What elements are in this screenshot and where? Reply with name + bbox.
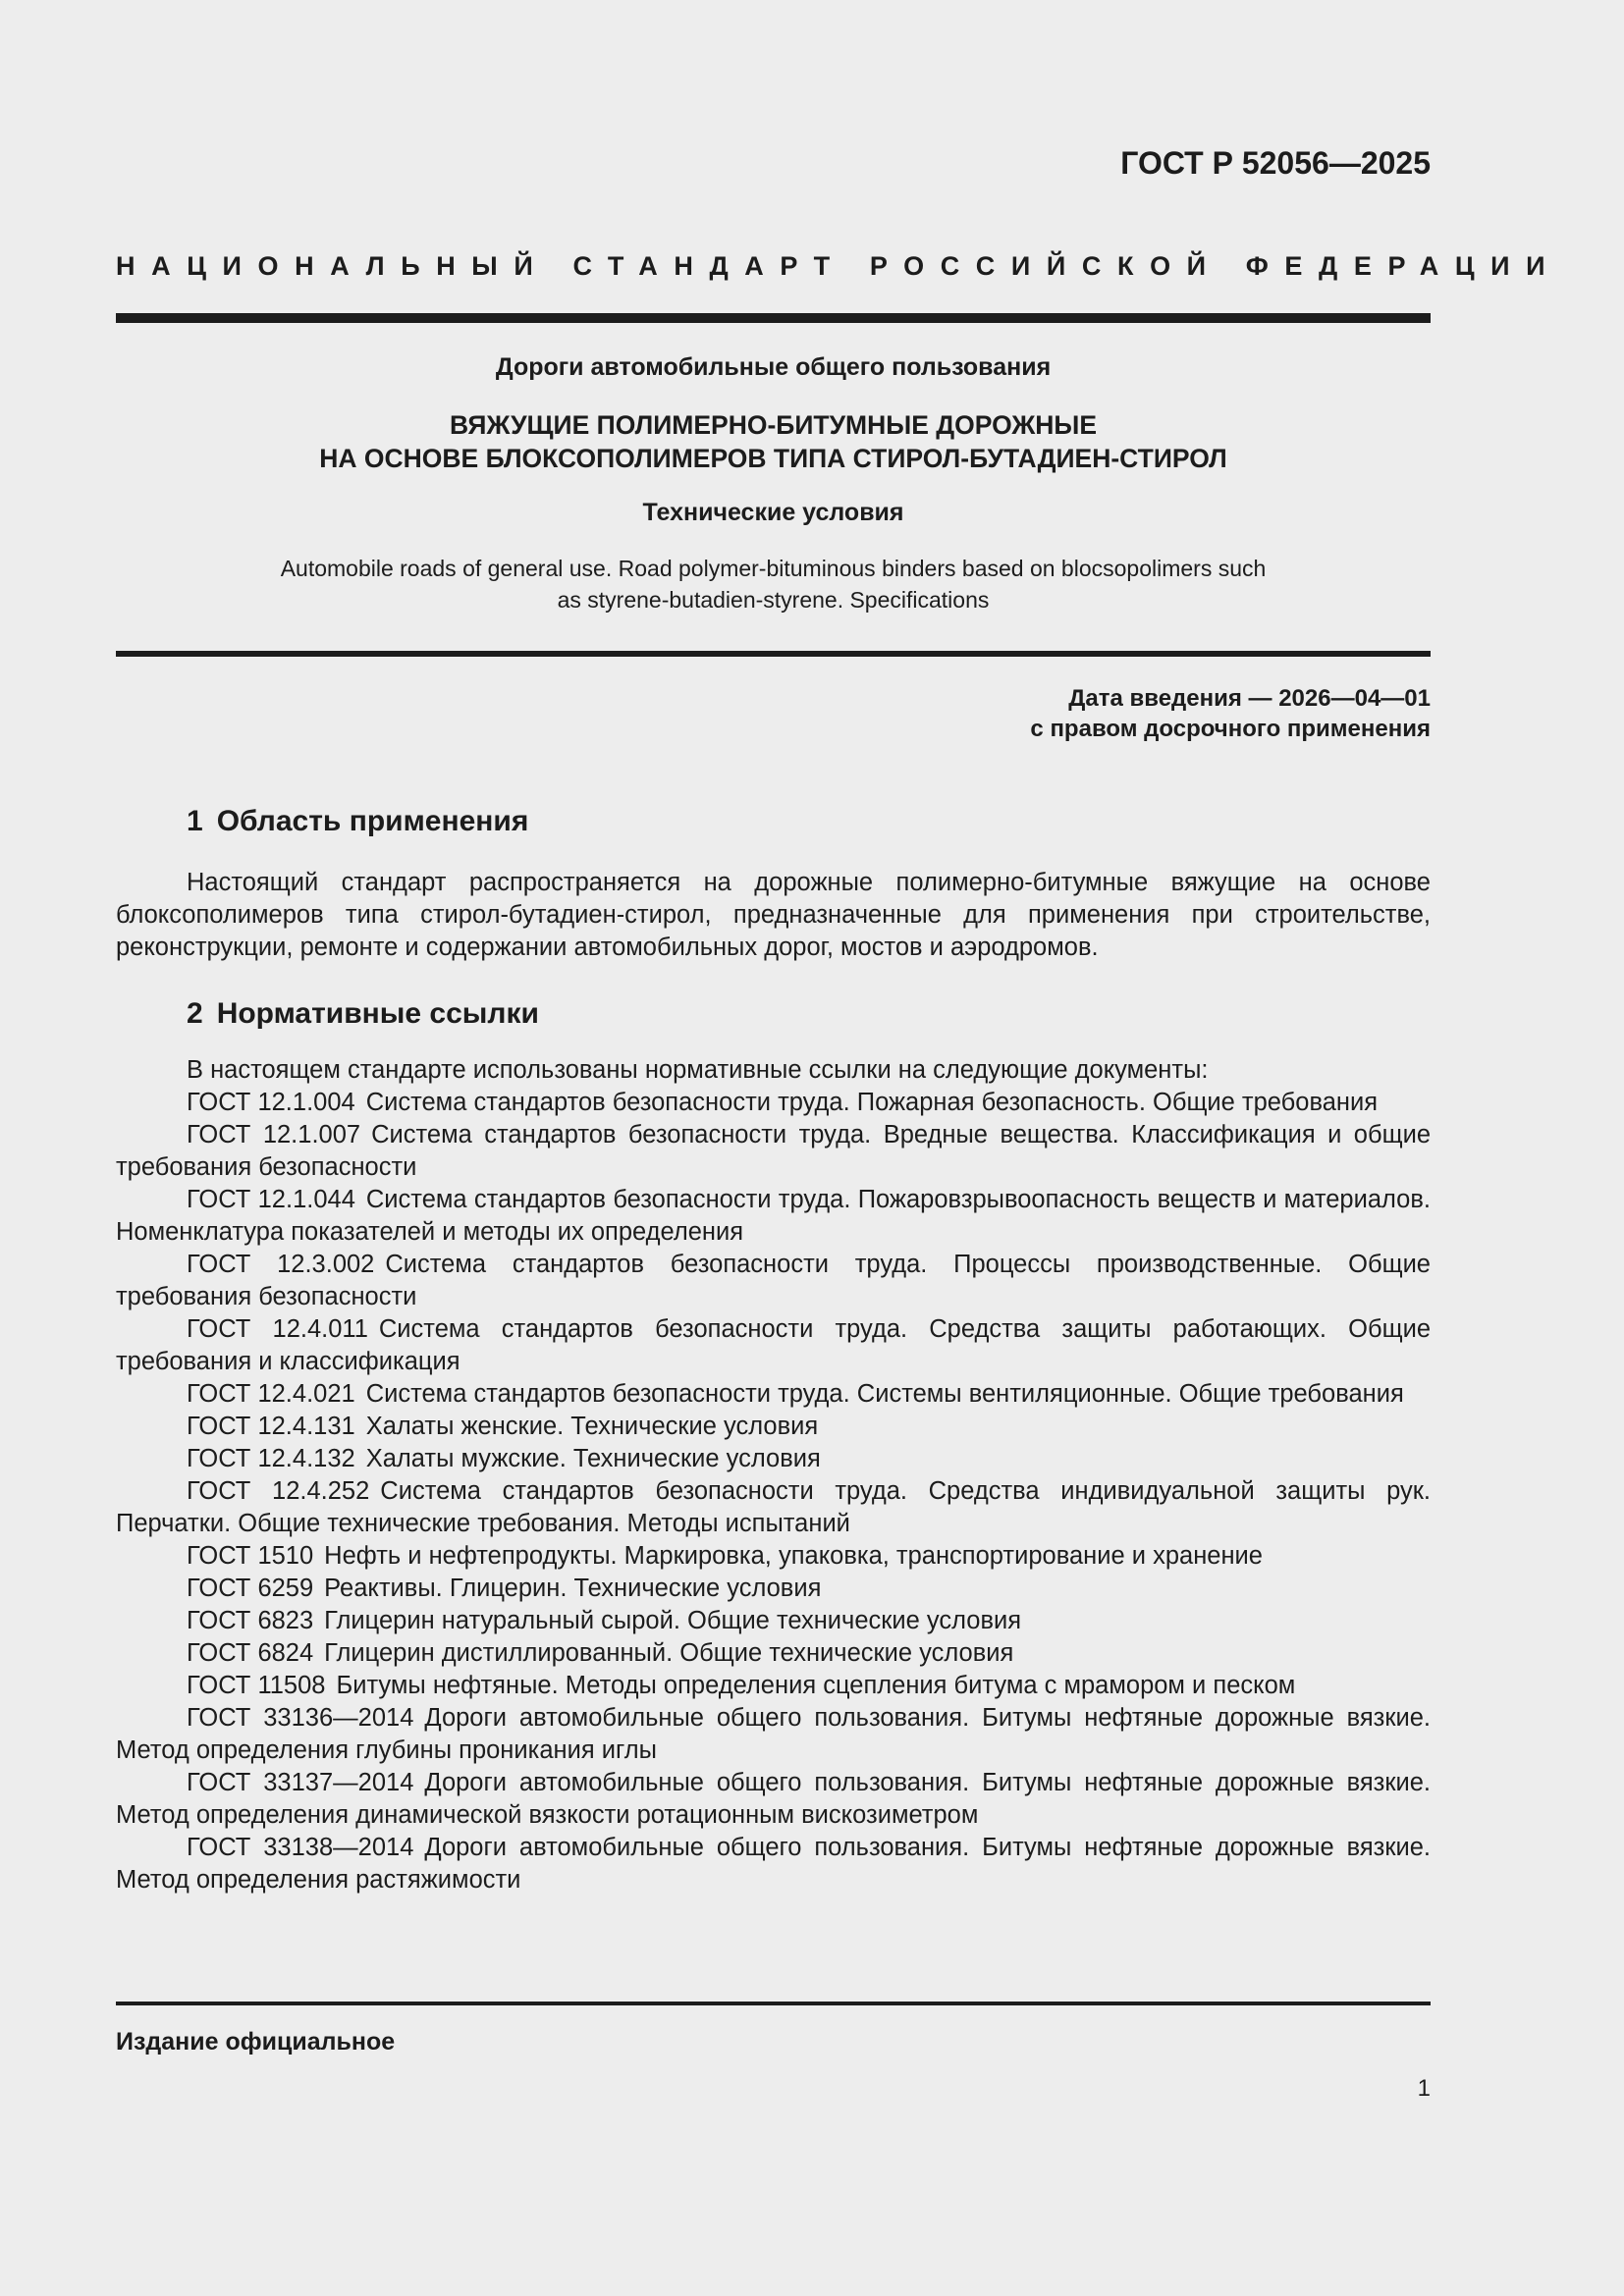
reference-title: Халаты женские. Технические условия xyxy=(365,1413,819,1440)
section-2-heading xyxy=(187,997,539,1031)
section-2-title: Нормативные ссылки xyxy=(216,997,539,1030)
reference-code: ГОСТ 6824 xyxy=(187,1639,314,1667)
reference-title: Дороги автомобильные общего пользования. Битумы нефтяные дорожные вязкие. Метод определения растяжимости xyxy=(116,1834,1432,1894)
reference-code: ГОСТ 33137—2014 xyxy=(187,1769,414,1796)
section-1-heading xyxy=(187,805,528,838)
reference-item xyxy=(116,1378,1431,1411)
reference-item xyxy=(116,1119,1431,1184)
reference-title: Система стандартов безопасности труда. Пожаровзрывоопасность веществ и материалов. Номенклатура показателей и методы их определения xyxy=(116,1186,1431,1246)
reference-code: ГОСТ 12.1.007 xyxy=(187,1121,361,1148)
national-standard-banner: НАЦИОНАЛЬНЫЙ СТАНДАРТ РОССИЙСКОЙ ФЕДЕРАЦИИ xyxy=(116,251,1562,281)
reference-title: Глицерин дистиллированный. Общие технические условия xyxy=(324,1639,1014,1667)
reference-item xyxy=(116,1540,1431,1573)
reference-item xyxy=(116,1605,1431,1637)
section-1-title: Область применения xyxy=(216,805,529,837)
reference-item xyxy=(116,1411,1431,1443)
references-intro: В настоящем стандарте использованы нормативные ссылки на следующие документы: xyxy=(187,1056,1209,1084)
reference-title: Дороги автомобильные общего пользования. Битумы нефтяные дорожные вязкие. Метод определения динамической вязкости ротационным вискозиметром xyxy=(116,1769,1432,1829)
reference-title: Битумы нефтяные. Методы определения сцепления битума с мрамором и песком xyxy=(336,1672,1296,1699)
official-edition-label: Издание официальное xyxy=(116,2028,396,2056)
early-use-note: с правом досрочного применения xyxy=(1030,716,1431,742)
document-subtitle: Технические условия xyxy=(642,499,904,526)
normative-references-list xyxy=(116,1054,1431,1896)
reference-title: Нефть и нефтепродукты. Маркировка, упаковка, транспортирование и хранение xyxy=(324,1542,1263,1570)
reference-item xyxy=(116,1184,1431,1249)
reference-code: ГОСТ 12.3.002 xyxy=(187,1251,375,1278)
reference-title: Система стандартов безопасности труда. Системы вентиляционные. Общие требования xyxy=(365,1380,1404,1408)
reference-item xyxy=(116,1475,1431,1540)
document-page xyxy=(116,0,1562,2296)
reference-item xyxy=(116,1670,1431,1702)
section-1-text: Настоящий стандарт распространяется на дорожные полимерно-битумные вяжущие на основе блоксополимеров типа стирол-бутадиен-стирол, предназначенные для применения при строительстве, реконструкции, ремонте и содержании автомобильных дорог, мостов и аэродромов. xyxy=(116,869,1431,961)
reference-title: Глицерин натуральный сырой. Общие технические условия xyxy=(324,1607,1022,1634)
introduction-date-block xyxy=(1030,683,1431,744)
reference-item xyxy=(116,1702,1431,1767)
reference-code: ГОСТ 12.4.132 xyxy=(187,1445,355,1472)
reference-code: ГОСТ 12.4.021 xyxy=(187,1380,355,1408)
reference-title: Халаты мужские. Технические условия xyxy=(365,1445,821,1472)
footer-rule xyxy=(116,2002,1431,2005)
english-title xyxy=(116,553,1431,615)
english-title-line-2: as styrene-butadien-styrene. Specifications xyxy=(557,587,990,613)
reference-title: Система стандартов безопасности труда. Средства индивидуальной защиты рук. Перчатки. Общие технические требования. Методы испытаний xyxy=(116,1477,1432,1537)
reference-code: ГОСТ 12.4.131 xyxy=(187,1413,355,1440)
document-title-line-1: ВЯЖУЩИЕ ПОЛИМЕРНО-БИТУМНЫЕ ДОРОЖНЫЕ xyxy=(449,410,1098,440)
reference-code: ГОСТ 12.1.044 xyxy=(187,1186,355,1213)
reference-title: Система стандартов безопасности труда. Вредные вещества. Классификация и общие требования безопасности xyxy=(116,1121,1431,1181)
reference-item xyxy=(116,1443,1431,1475)
reference-item xyxy=(116,1832,1431,1896)
reference-code: ГОСТ 6823 xyxy=(187,1607,314,1634)
reference-title: Система стандартов безопасности труда. Пожарная безопасность. Общие требования xyxy=(365,1089,1379,1116)
english-title-line-1: Automobile roads of general use. Road polymer-bituminous binders based on blocsopolimers such xyxy=(280,556,1267,581)
reference-code: ГОСТ 33138—2014 xyxy=(187,1834,414,1861)
standard-number: ГОСТ Р 52056—2025 xyxy=(1120,145,1431,181)
reference-item xyxy=(116,1767,1431,1832)
reference-title: Система стандартов безопасности труда. Средства защиты работающих. Общие требования и классификация xyxy=(116,1315,1431,1375)
document-title-line-2: НА ОСНОВЕ БЛОКСОПОЛИМЕРОВ ТИПА СТИРОЛ-БУТАДИЕН-СТИРОЛ xyxy=(319,444,1227,473)
reference-item xyxy=(116,1087,1431,1119)
reference-item xyxy=(116,1249,1431,1313)
section-1-number: 1 xyxy=(187,805,203,837)
reference-code: ГОСТ 12.4.252 xyxy=(187,1477,370,1505)
reference-code: ГОСТ 12.1.004 xyxy=(187,1089,355,1116)
section-2-number: 2 xyxy=(187,997,203,1030)
reference-title: Система стандартов безопасности труда. Процессы производственные. Общие требования безопасности xyxy=(116,1251,1431,1310)
page-number: 1 xyxy=(1417,2075,1431,2102)
reference-item xyxy=(116,1313,1431,1378)
reference-code: ГОСТ 12.4.011 xyxy=(187,1315,368,1343)
roads-category: Дороги автомобильные общего пользования xyxy=(495,353,1052,381)
reference-title: Дороги автомобильные общего пользования. Битумы нефтяные дорожные вязкие. Метод определения глубины проникания иглы xyxy=(116,1704,1432,1764)
top-rule xyxy=(116,313,1431,323)
reference-item xyxy=(116,1573,1431,1605)
reference-item xyxy=(116,1637,1431,1670)
document-title xyxy=(116,408,1431,475)
reference-code: ГОСТ 6259 xyxy=(187,1575,314,1602)
reference-title: Реактивы. Глицерин. Технические условия xyxy=(324,1575,822,1602)
introduction-date: Дата введения — 2026—04—01 xyxy=(1068,685,1431,712)
middle-rule xyxy=(116,651,1431,657)
reference-code: ГОСТ 11508 xyxy=(187,1672,326,1699)
reference-code: ГОСТ 33136—2014 xyxy=(187,1704,414,1732)
reference-code: ГОСТ 1510 xyxy=(187,1542,314,1570)
